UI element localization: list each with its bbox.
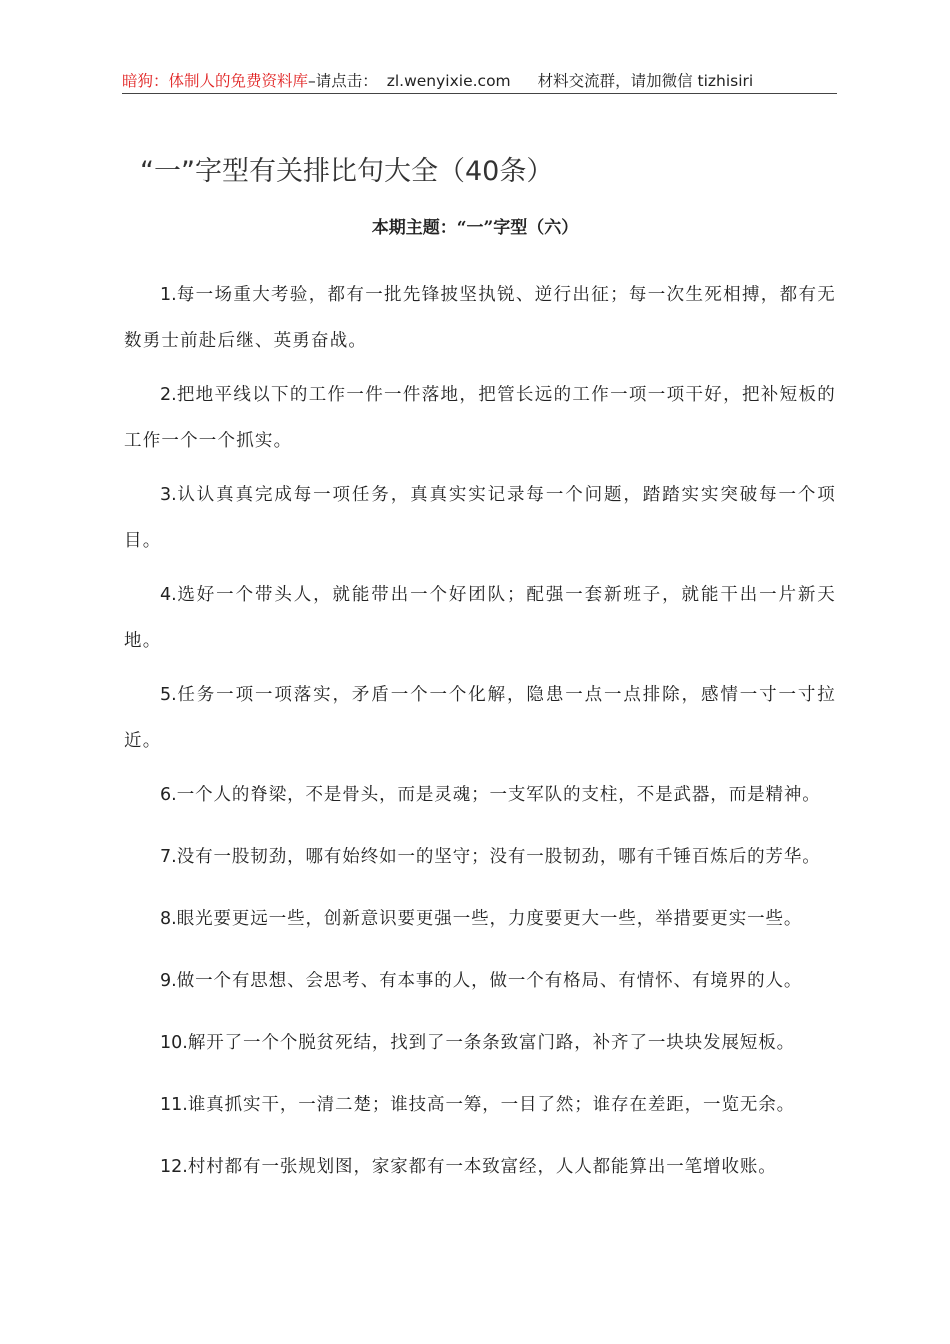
- list-item: 3.认认真真完成每一项任务，真真实实记录每一个问题，踏踏实实突破每一个项目。: [124, 485, 836, 551]
- page-title: “一”字型有关排比句大全（40条）: [140, 156, 554, 187]
- list-item: 4.选好一个带头人，就能带出一个好团队；配强一套新班子，就能干出一片新天地。: [124, 585, 836, 651]
- header-url-link[interactable]: zl.wenyixie.com: [386, 72, 511, 90]
- list-item: 2.把地平线以下的工作一件一件落地，把管长远的工作一项一项干好，把补短板的工作一个一个抓实。: [124, 385, 836, 451]
- header-click-prompt: –请点击：: [308, 72, 378, 90]
- list-item: 9.做一个有思想、会思考、有本事的人，做一个有格局、有情怀、有境界的人。: [160, 971, 803, 991]
- list-item: 5.任务一项一项落实，矛盾一个一个化解，隐患一点一点排除，感情一寸一寸拉近。: [124, 685, 836, 751]
- page-subtitle: 本期主题：“一”字型（六）: [371, 218, 579, 238]
- header-brand: 暗狗：体制人的免费资料库: [122, 72, 309, 90]
- sentence-list: [124, 272, 836, 1206]
- list-item: 8.眼光要更远一些，创新意识要更强一些，力度要更大一些，举措要更实一些。: [160, 909, 803, 929]
- header-divider: [122, 93, 837, 94]
- header-group-text: 材料交流群，请加微信 tizhisiri: [537, 72, 754, 90]
- list-item: 1.每一场重大考验，都有一批先锋披坚执锐、逆行出征；每一次生死相搏，都有无数勇士前赴后继、英勇奋战。: [124, 285, 836, 351]
- list-item: 7.没有一股韧劲，哪有始终如一的坚守；没有一股韧劲，哪有千锤百炼后的芳华。: [160, 847, 821, 867]
- list-item: 6.一个人的脊梁，不是骨头，而是灵魂；一支军队的支柱，不是武器，而是精神。: [160, 785, 821, 805]
- list-item: 10.解开了一个个脱贫死结，找到了一条条致富门路，补齐了一块块发展短板。: [160, 1033, 796, 1053]
- page-header: [122, 70, 837, 92]
- list-item: 11.谁真抓实干，一清二楚；谁技高一筹，一目了然；谁存在差距，一览无余。: [160, 1095, 796, 1115]
- list-item: 12.村村都有一张规划图，家家都有一本致富经，人人都能算出一笔增收账。: [160, 1157, 777, 1177]
